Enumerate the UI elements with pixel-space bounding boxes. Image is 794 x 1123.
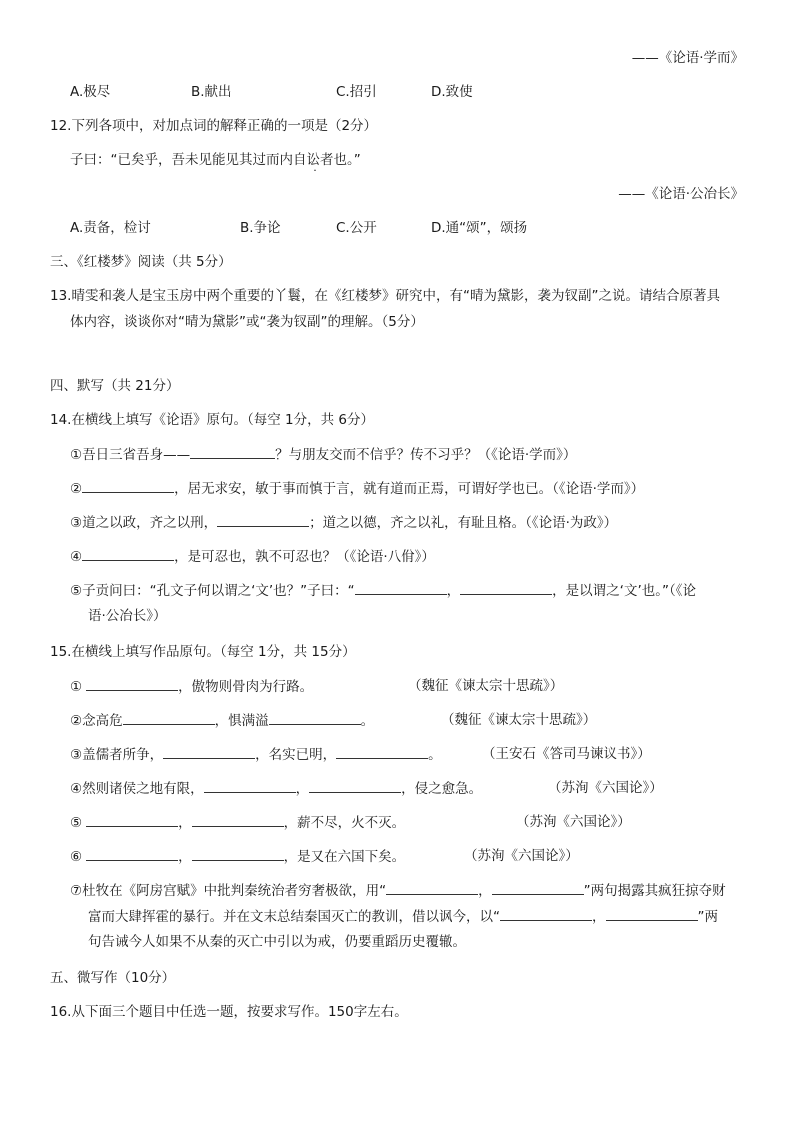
q14-item-2-text-b: ，居无求安，敏于事而慎于言，就有道而正焉，可谓好学也已。（《论语·学而》） [174,481,645,497]
q14-item-3-text-a: ③道之以政，齐之以刑， [70,515,218,531]
answer-blank[interactable] [163,744,255,759]
answer-blank[interactable] [123,710,215,725]
q15-item-6-text-a: ⑥ [70,849,83,865]
q16-stem: 16.从下面三个题目中任选一题，按要求写作。150字左右。 [50,1004,408,1020]
q15-item-7-text-c: ”两句揭露其疯狂掠夺财 [583,883,726,899]
q14-item-1-text-a: ①吾日三省吾身—— [70,447,191,463]
answer-blank[interactable] [355,580,447,595]
q15-item-7-text-d: 富而大肆挥霍的暴行。并在文末总结秦国灭亡的教训，借以讽今，以“ [88,909,500,925]
q15-item-3-text-a: ③盖儒者所争， [70,747,164,763]
answer-blank[interactable] [82,478,174,493]
answer-blank[interactable] [204,778,296,793]
answer-blank[interactable] [86,846,178,861]
q14-item-1 [70,444,576,465]
answer-blank[interactable] [460,580,552,595]
q15-item-6-text-c: ，是又在六国下矣。 [283,849,406,865]
q15-item-5-text-c: ，薪不尽，火不灭。 [283,815,406,831]
q12-stem: 12.下列各项中，对加点词的解释正确的一项是（2分） [50,118,378,134]
answer-blank[interactable] [190,444,275,459]
q15-item-1-text-a: ① [70,679,83,695]
q15-item-6-text-b: ， [178,849,192,865]
q15-item-2 [70,710,374,731]
q15-item-4-text-b: ， [295,781,310,797]
q15-item-1 [70,676,313,697]
q12-option-a: A.责备，检讨 [70,220,151,236]
answer-blank[interactable] [82,546,174,561]
q15-item-3-source: （王安石《答司马谏议书》） [482,746,651,762]
q12-dotted-word: 讼 [306,152,320,168]
q12-quote-main: 子曰：“已矣乎，吾未见能见其过而内自 [70,152,307,168]
q15-item-3-text-b: ，名实已明， [255,747,337,763]
q13-line1: 13.晴雯和袭人是宝玉房中两个重要的丫鬟，在《红楼梦》研究中，有“晴为黛影，袭为钗副”之说。请结合原著具 [50,288,720,304]
q15-item-1-text-b: ，傲物则骨肉为行路。 [178,679,314,695]
section5-title: 五、微写作（10分） [50,970,176,986]
q15-item-7-text-e: ， [592,909,606,925]
q12-quote [70,150,361,170]
q11-option-a: A.极尽 [70,84,111,100]
q15-item-4-text-c: ，侵之愈急。 [401,781,483,797]
answer-blank[interactable] [217,512,309,527]
q12-option-b: B.争论 [240,220,281,236]
q15-item-6-source: （苏洵《六国论》） [464,848,579,864]
q12-option-d: D.通“颂”，颂扬 [431,220,528,236]
q15-item-4-source: （苏洵《六国论》） [548,780,663,796]
q14-item-3-text-b: ；道之以德，齐之以礼，有耻且格。（《论语·为政》） [309,515,618,531]
q15-item-2-source: （魏征《谏太宗十思疏》） [441,712,597,728]
q14-item-4-text-a: ④ [70,549,83,565]
q11-source: ——《论语·学而》 [631,50,744,66]
q15-item-7-text-a: ⑦杜牧在《阿房宫赋》中批判秦统治者穷奢极欲，用“ [70,883,387,899]
q14-item-5-cont: 语·公冶长》） [88,608,167,624]
q14-item-5-text-b: ， [446,583,461,599]
q12-option-c: C.公开 [336,220,377,236]
q14-item-4 [70,546,435,567]
answer-blank[interactable] [86,812,178,827]
q12-quote-after: 者也。” [320,152,361,168]
q14-item-1-text-b: ？与朋友交而不信乎？传不习乎？（《论语·学而》） [275,447,577,463]
section4-title: 四、默写（共 21分） [50,378,180,394]
q15-item-4-text-a: ④然则诸侯之地有限， [70,781,204,797]
q14-item-2 [70,478,644,499]
q15-item-2-text-a: ②念高危 [70,713,123,729]
q15-item-7-line3: 句告诫今人如果不从秦的灭亡中引以为戒，仍要重蹈历史覆辙。 [88,934,466,950]
answer-blank[interactable] [336,744,428,759]
answer-blank[interactable] [309,778,401,793]
q15-stem: 15.在横线上填写作品原句。（每空 1分，共 15分） [50,644,356,660]
answer-blank[interactable] [192,812,284,827]
q11-option-d: D.致使 [431,84,473,100]
q14-item-5-text-c: ，是以谓之‘文’也。”（《论 [552,583,696,599]
q15-item-7-text-b: ， [478,883,492,899]
q15-item-5 [70,812,405,833]
answer-blank[interactable] [606,906,698,921]
q15-item-7-line1 [70,880,726,901]
answer-blank[interactable] [86,676,178,691]
q15-item-6 [70,846,405,867]
q12-source: ——《论语·公冶长》 [618,186,744,202]
q15-item-1-source: （魏征《谏太宗十思疏》） [408,678,564,694]
q11-option-c: C.招引 [336,84,377,100]
answer-blank[interactable] [192,846,284,861]
answer-blank[interactable] [386,880,478,895]
answer-blank[interactable] [500,906,592,921]
q11-option-b: B.献出 [191,84,232,100]
answer-blank[interactable] [492,880,584,895]
q15-item-2-text-c: 。 [360,713,375,729]
section3-title: 三、《红楼梦》阅读（共 5分） [50,254,232,270]
q14-item-2-text-a: ② [70,481,83,497]
q15-item-3-text-c: 。 [428,747,442,763]
q15-item-7-line2 [88,906,718,927]
q15-item-3 [70,744,442,765]
q15-item-5-text-b: ， [178,815,192,831]
q15-item-5-source: （苏洵《六国论》） [516,814,631,830]
q14-item-5-text-a: ⑤子贡问曰：“孔文子何以谓之‘文’也？”子曰：“ [70,583,355,599]
q14-item-4-text-b: ，是可忍也，孰不可忍也？（《论语·八佾》） [174,549,435,565]
q15-item-7-text-f: ”两 [697,909,718,925]
q14-item-3 [70,512,617,533]
q13-line2: 体内容，谈谈你对“晴为黛影”或“袭为钗副”的理解。（5分） [70,314,424,330]
q15-item-5-text-a: ⑤ [70,815,83,831]
q14-stem: 14.在横线上填写《论语》原句。（每空 1分，共 6分） [50,412,374,428]
q15-item-4 [70,778,482,799]
answer-blank[interactable] [269,710,361,725]
q15-item-2-text-b: ，惧满溢 [214,713,269,729]
q14-item-5 [70,580,696,601]
